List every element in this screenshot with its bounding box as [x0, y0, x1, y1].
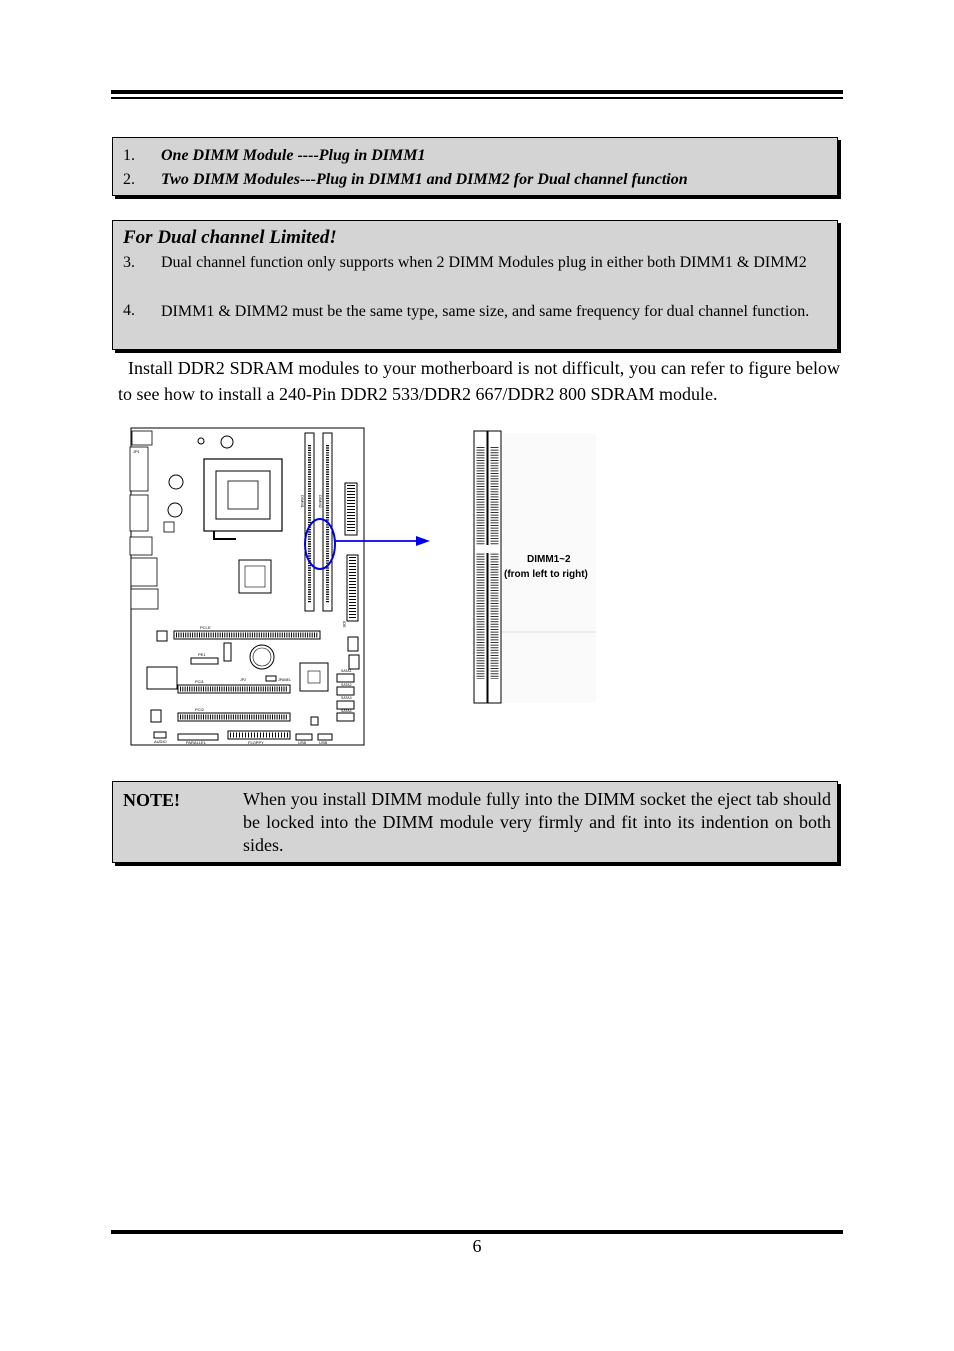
jumper	[164, 522, 174, 532]
header-rule-thick	[111, 90, 843, 94]
board-label-floppy: FLOPPY	[248, 740, 264, 745]
note-box	[112, 781, 838, 863]
cpu-core	[228, 481, 258, 509]
board-label-pci2: PCI2	[195, 707, 204, 712]
jumper	[266, 676, 276, 681]
southbridge-core	[308, 671, 320, 683]
board-label-jpanel: JPANEL	[278, 678, 291, 682]
box-title: For Dual channel Limited!	[123, 227, 337, 248]
small-chip	[311, 717, 318, 725]
board-label-dimm2: DIMM2	[318, 495, 323, 508]
board-label-sata4: SATA4	[341, 709, 352, 713]
sata-connector	[337, 713, 354, 721]
small-connector	[224, 643, 231, 661]
sata-connector	[337, 701, 354, 709]
front-panel-header	[349, 655, 359, 669]
dimm-label: DIMM1~2	[527, 554, 571, 565]
list-item-text: One DIMM Module ----Plug in DIMM1	[161, 147, 426, 164]
note-label: NOTE!	[123, 790, 181, 810]
board-label-jp2: JP2	[240, 678, 247, 682]
board-label-sata3: SATA3	[341, 696, 352, 700]
dimm-install-box: 1. One DIMM Module ----Plug in DIMM1 2. Two DIMM Modules---Plug in DIMM1 and DIMM2 for Dual channel function	[112, 137, 838, 196]
page-number: 6	[472, 1236, 482, 1256]
pointer-arrow-head	[416, 536, 430, 546]
board-label-parallel: PARALLEL	[186, 740, 206, 745]
sata-connector	[337, 674, 354, 682]
capacitor	[221, 436, 233, 448]
board-label-pe1: PE1	[198, 652, 206, 657]
board-label-audio: AUDIO	[154, 739, 167, 744]
northbridge-core	[245, 566, 265, 587]
dual-channel-box: For Dual channel Limited! 3. Dual channel function only supports when 2 DIMM Modules plug in either both DIMM1 & DIMM2 4. DIMM1 & DIMM2 must be the same type, same size, and same frequency for dual channel function.	[112, 220, 838, 350]
connector-rect	[130, 495, 148, 531]
front-panel-header	[348, 637, 358, 651]
note-text: When you install DIMM module fully into the DIMM socket the eject tab should be locked into the DIMM module very firmly and fit into its indention on both sides.	[243, 789, 831, 855]
capacitor	[198, 438, 204, 444]
board-label-pci1: PCI1	[195, 679, 204, 684]
super-io-chip	[147, 667, 177, 689]
list-item-text: Dual channel function only supports when 2 DIMM Modules plug in either both DIMM1 & DIMM2	[161, 254, 807, 271]
footer-rule-thick	[111, 1230, 843, 1234]
board-label-pci-e: PCI-E	[200, 625, 211, 630]
intro-paragraph: Install DDR2 SDRAM modules to your motherboard is not difficult, you can refer to figure below to see how to install a 240-Pin DDR2 533/DDR2 667/DDR2 800 SDRAM module.	[118, 358, 840, 404]
dimm-sublabel: (from left to right)	[504, 569, 588, 580]
header-rule-thin	[111, 97, 843, 99]
board-label-jp1: JP1	[133, 449, 140, 454]
motherboard-figure	[0, 425, 954, 755]
list-item-text: Two DIMM Modules---Plug in DIMM1 and DIMM2 for Dual channel function	[161, 171, 688, 188]
sata-connector	[337, 687, 354, 695]
capacitor	[169, 475, 183, 489]
connector-rect	[132, 431, 152, 445]
connector-rect	[130, 537, 152, 555]
dimm-view-background	[500, 433, 596, 703]
board-label-sata2: SATA2	[341, 683, 352, 687]
connector-rect	[131, 589, 158, 609]
connector-rect	[131, 558, 157, 586]
list-item-text: DIMM1 & DIMM2 must be the same type, same size, and same frequency for dual channel function.	[161, 303, 810, 320]
board-label-dimm1: DIMM1	[300, 495, 305, 508]
floppy-connector	[228, 731, 290, 739]
board-label-ide: IDE	[342, 621, 347, 628]
dimm-key-notch	[475, 545, 500, 553]
board-label-sata1: SATA1	[341, 669, 352, 673]
board-label-usb2: USB	[319, 740, 328, 745]
board-label-usb1: USB	[298, 740, 307, 745]
audio-header	[154, 732, 166, 738]
capacitor	[168, 503, 182, 517]
cmos-battery-inner	[253, 648, 271, 666]
small-chip	[157, 631, 167, 641]
bios-chip	[151, 710, 161, 722]
pe1-slot	[191, 658, 218, 664]
